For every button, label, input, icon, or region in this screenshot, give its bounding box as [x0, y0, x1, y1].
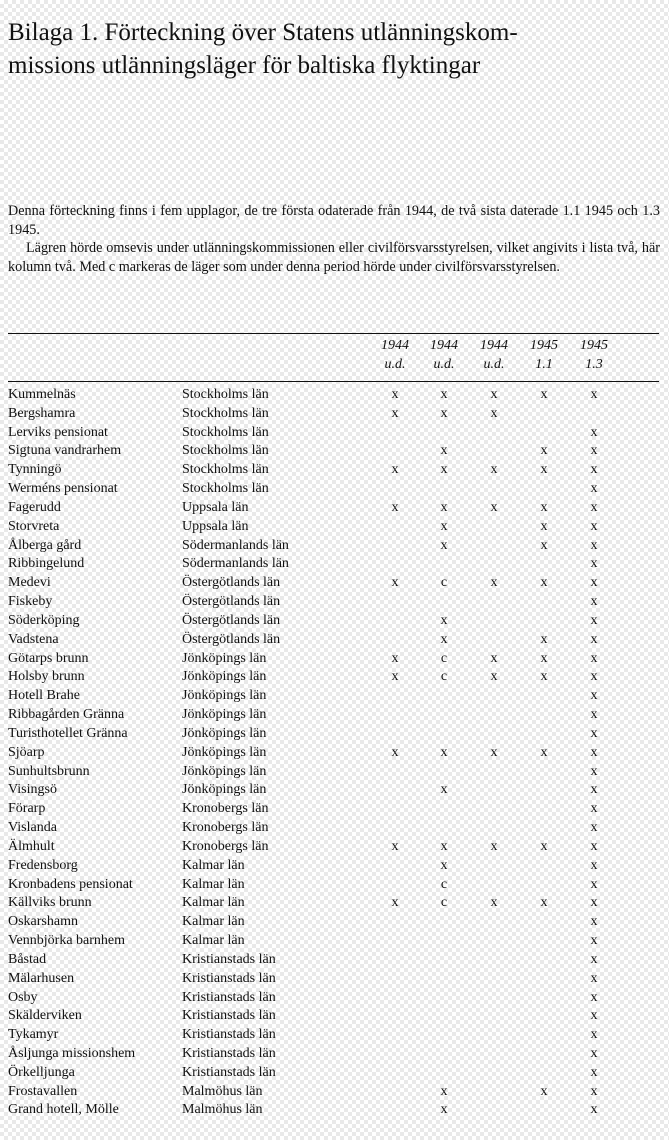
list-mark: x [391, 650, 399, 666]
column-header-date: 1.1 [535, 357, 553, 372]
list-mark: x [490, 895, 498, 911]
list-mark: x [391, 387, 399, 402]
table-row [0, 1026, 669, 1045]
list-mark: x [391, 838, 399, 854]
list-mark: x [590, 933, 598, 949]
list-mark: x [391, 575, 399, 591]
list-mark: x [391, 462, 399, 478]
table-column-headers [0, 336, 669, 378]
camp-name: Fredensborg [8, 857, 78, 873]
camp-name: Frostavallen [8, 1083, 78, 1099]
table-row [0, 518, 669, 537]
table-row [0, 781, 669, 800]
list-mark: x [490, 744, 498, 760]
camp-name: Holsby brunn [8, 669, 85, 685]
list-mark: x [590, 424, 598, 440]
list-mark: x [590, 951, 598, 967]
camp-name: Visingsö [8, 782, 57, 798]
list-mark: x [540, 631, 548, 647]
list-mark: x [490, 499, 498, 515]
table-row [0, 838, 669, 857]
table-row [0, 1045, 669, 1064]
list-mark: x [540, 650, 548, 666]
list-mark: x [490, 838, 498, 854]
list-mark: x [590, 443, 598, 459]
table-row [0, 819, 669, 838]
list-mark: x [391, 895, 399, 911]
table-row [0, 537, 669, 556]
list-mark: x [590, 594, 598, 610]
table-row [0, 650, 669, 669]
camp-name: Oskarshamn [8, 914, 78, 930]
intro-paragraph-1: Denna förteckning finns i fem upplagor, de tre första odaterade från 1944, de två sista daterade 1.1 1945 och 1.3 1945. [8, 203, 660, 238]
table-row [0, 894, 669, 913]
column-header-date: u.d. [483, 357, 505, 372]
list-mark: c [440, 895, 448, 911]
camp-name: Sjöarp [8, 744, 45, 760]
table-row [0, 1101, 669, 1120]
table-header-rule [8, 381, 659, 382]
column-header-year: 1944 [430, 338, 458, 353]
list-mark: x [590, 914, 598, 930]
camp-county: Malmöhus län [182, 1083, 263, 1099]
list-mark: x [590, 989, 598, 1005]
camp-name: Tykamyr [8, 1027, 59, 1043]
intro-paragraph-2: Lägren hörde omsevis under utlänningskommissionen eller civilförsvarsstyrelsen, vilket angivits i lista två, här kolumn två. Med c markeras de läger som under denna period hörde under civilförsvarsstyrelsen. [8, 240, 660, 275]
camp-name: Götarps brunn [8, 650, 89, 666]
list-mark: x [590, 612, 598, 628]
camp-name: Lerviks pensionat [8, 424, 108, 440]
table-row [0, 612, 669, 631]
table-row [0, 951, 669, 970]
list-mark: x [440, 387, 448, 402]
table-row [0, 461, 669, 480]
table-row [0, 480, 669, 499]
list-mark: x [540, 895, 548, 911]
list-mark: x [540, 537, 548, 553]
list-mark: x [490, 405, 498, 421]
camp-county: Stockholms län [182, 462, 269, 478]
camp-name: Grand hotell, Mölle [8, 1102, 119, 1118]
camp-name: Ribbingelund [8, 556, 85, 572]
list-mark: x [490, 575, 498, 591]
list-mark: x [540, 518, 548, 534]
intro-text [8, 202, 660, 276]
table-row [0, 405, 669, 424]
camp-table-body [0, 386, 669, 1120]
camp-county: Södermanlands län [182, 556, 289, 572]
camp-name: Sigtuna vandrarhem [8, 443, 122, 459]
list-mark: x [590, 1064, 598, 1080]
camp-name: Turisthotellet Gränna [8, 725, 128, 741]
table-row [0, 555, 669, 574]
camp-county: Kristianstads län [182, 970, 276, 986]
table-row [0, 574, 669, 593]
list-mark: x [440, 1102, 448, 1118]
list-mark: x [540, 499, 548, 515]
list-mark: c [440, 669, 448, 685]
list-mark: x [490, 669, 498, 685]
list-mark: x [540, 387, 548, 402]
table-row [0, 857, 669, 876]
camp-county: Kristianstads län [182, 1008, 276, 1024]
list-mark: x [590, 1027, 598, 1043]
camp-county: Östergötlands län [182, 594, 281, 610]
list-mark: c [440, 650, 448, 666]
table-row [0, 706, 669, 725]
list-mark: x [540, 443, 548, 459]
list-mark: x [590, 857, 598, 873]
heading-line-2: missions utlänningsläger för baltiska flyktingar [8, 52, 481, 79]
camp-name: Storvreta [8, 518, 60, 534]
list-mark: x [590, 895, 598, 911]
list-mark: x [540, 1083, 548, 1099]
camp-name: Källviks brunn [8, 895, 92, 911]
camp-name: Fagerudd [8, 499, 61, 515]
table-row [0, 1064, 669, 1083]
list-mark: x [440, 838, 448, 854]
list-mark: x [590, 763, 598, 779]
list-mark: x [590, 556, 598, 572]
camp-name: Skälderviken [8, 1008, 82, 1024]
camp-name: Vennbjörka barnhem [8, 933, 126, 949]
camp-county: Kalmar län [182, 933, 245, 949]
camp-county: Uppsala län [182, 518, 249, 534]
camp-name: Werméns pensionat [8, 481, 118, 497]
table-row [0, 876, 669, 895]
camp-name: Osby [8, 989, 38, 1005]
list-mark: x [391, 744, 399, 760]
list-mark: x [440, 744, 448, 760]
list-mark: x [590, 725, 598, 741]
list-mark: x [540, 669, 548, 685]
list-mark: x [590, 650, 598, 666]
list-mark: x [590, 820, 598, 836]
column-header-year: 1944 [480, 338, 508, 353]
list-mark: x [590, 688, 598, 704]
camp-name: Ribbagården Gränna [8, 707, 125, 723]
list-mark: x [440, 499, 448, 515]
camp-county: Kristianstads län [182, 1064, 276, 1080]
list-mark: x [590, 801, 598, 817]
table-row [0, 913, 669, 932]
list-mark: x [490, 650, 498, 666]
table-row [0, 970, 669, 989]
table-row [0, 499, 669, 518]
table-row [0, 687, 669, 706]
list-mark: x [590, 1083, 598, 1099]
table-row [0, 442, 669, 461]
camp-county: Kristianstads län [182, 989, 276, 1005]
camp-county: Stockholms län [182, 481, 269, 497]
camp-name: Vadstena [8, 631, 59, 647]
table-row [0, 386, 669, 405]
list-mark: x [440, 443, 448, 459]
list-mark: x [440, 857, 448, 873]
camp-county: Jönköpings län [182, 763, 267, 779]
column-header-date: u.d. [433, 357, 455, 372]
list-mark: x [540, 462, 548, 478]
table-row [0, 668, 669, 687]
table-row [0, 725, 669, 744]
list-mark: x [440, 537, 448, 553]
camp-name: Sunhultsbrunn [8, 763, 90, 779]
table-row [0, 631, 669, 650]
list-mark: x [540, 575, 548, 591]
column-header-year: 1944 [381, 338, 409, 353]
list-mark: x [590, 631, 598, 647]
camp-county: Kronobergs län [182, 801, 269, 817]
list-mark: x [440, 782, 448, 798]
list-mark: x [440, 612, 448, 628]
camp-name: Örkelljunga [8, 1064, 75, 1080]
table-row [0, 763, 669, 782]
camp-name: Kronbadens pensionat [8, 876, 133, 892]
heading-line-1: Bilaga 1. Förteckning över Statens utlänningskom- [8, 19, 518, 46]
table-row [0, 932, 669, 951]
camp-county: Jönköpings län [182, 669, 267, 685]
list-mark: x [540, 838, 548, 854]
list-mark: x [391, 405, 399, 421]
list-mark: x [391, 669, 399, 685]
camp-name: Bergshamra [8, 405, 76, 421]
list-mark: x [590, 669, 598, 685]
camp-county: Stockholms län [182, 424, 269, 440]
table-row [0, 1083, 669, 1102]
camp-name: Åsljunga missionshem [8, 1045, 136, 1061]
camp-county: Östergötlands län [182, 631, 281, 647]
list-mark: x [590, 1045, 598, 1061]
list-mark: x [590, 838, 598, 854]
camp-name: Båstad [8, 951, 47, 967]
list-mark: c [440, 575, 448, 591]
camp-name: Hotell Brahe [8, 688, 80, 704]
list-mark: x [440, 462, 448, 478]
list-mark: c [440, 876, 448, 892]
camp-name: Förarp [8, 801, 46, 817]
camp-county: Jönköpings län [182, 650, 267, 666]
document-heading [8, 16, 648, 82]
camp-county: Jönköpings län [182, 782, 267, 798]
list-mark: x [590, 387, 598, 402]
table-top-rule [8, 333, 659, 334]
list-mark: x [590, 970, 598, 986]
list-mark: x [590, 1008, 598, 1024]
camp-county: Kristianstads län [182, 1027, 276, 1043]
list-mark: x [440, 518, 448, 534]
column-header-year: 1945 [580, 338, 608, 353]
column-header-date: u.d. [384, 357, 406, 372]
list-mark: x [590, 1102, 598, 1118]
camp-county: Kronobergs län [182, 838, 269, 854]
camp-name: Älmhult [8, 838, 55, 854]
list-mark: x [440, 631, 448, 647]
column-header-year: 1945 [530, 338, 558, 353]
list-mark: x [590, 537, 598, 553]
list-mark: x [440, 405, 448, 421]
camp-county: Jönköpings län [182, 688, 267, 704]
table-row [0, 744, 669, 763]
camp-county: Stockholms län [182, 387, 269, 402]
camp-name: Mälarhusen [8, 970, 75, 986]
camp-county: Södermanlands län [182, 537, 289, 553]
list-mark: x [590, 575, 598, 591]
camp-name: Fiskeby [8, 594, 53, 610]
list-mark: x [590, 462, 598, 478]
camp-county: Kalmar län [182, 914, 245, 930]
list-mark: x [540, 744, 548, 760]
camp-name: Söderköping [8, 612, 80, 628]
list-mark: x [590, 744, 598, 760]
camp-county: Kristianstads län [182, 1045, 276, 1061]
table-row [0, 989, 669, 1008]
camp-name: Vislanda [8, 820, 57, 836]
camp-county: Östergötlands län [182, 575, 281, 591]
camp-county: Jönköpings län [182, 744, 267, 760]
camp-county: Uppsala län [182, 499, 249, 515]
camp-name: Kummelnäs [8, 387, 76, 402]
camp-county: Kalmar län [182, 857, 245, 873]
list-mark: x [490, 387, 498, 402]
list-mark: x [490, 462, 498, 478]
table-row [0, 1007, 669, 1026]
camp-county: Stockholms län [182, 405, 269, 421]
camp-name: Ålberga gård [8, 537, 82, 553]
list-mark: x [391, 499, 399, 515]
list-mark: x [440, 1083, 448, 1099]
list-mark: x [590, 782, 598, 798]
camp-county: Kalmar län [182, 876, 245, 892]
list-mark: x [590, 707, 598, 723]
table-row [0, 800, 669, 819]
list-mark: x [590, 876, 598, 892]
column-header-date: 1.3 [585, 357, 603, 372]
camp-county: Malmöhus län [182, 1102, 263, 1118]
camp-county: Kalmar län [182, 895, 245, 911]
list-mark: x [590, 481, 598, 497]
camp-name: Tynningö [8, 462, 62, 478]
table-row [0, 593, 669, 612]
camp-county: Kristianstads län [182, 951, 276, 967]
list-mark: x [590, 499, 598, 515]
list-mark: x [590, 518, 598, 534]
camp-county: Kronobergs län [182, 820, 269, 836]
camp-county: Stockholms län [182, 443, 269, 459]
table-row [0, 424, 669, 443]
camp-county: Jönköpings län [182, 725, 267, 741]
camp-name: Medevi [8, 575, 51, 591]
camp-county: Jönköpings län [182, 707, 267, 723]
camp-county: Östergötlands län [182, 612, 281, 628]
